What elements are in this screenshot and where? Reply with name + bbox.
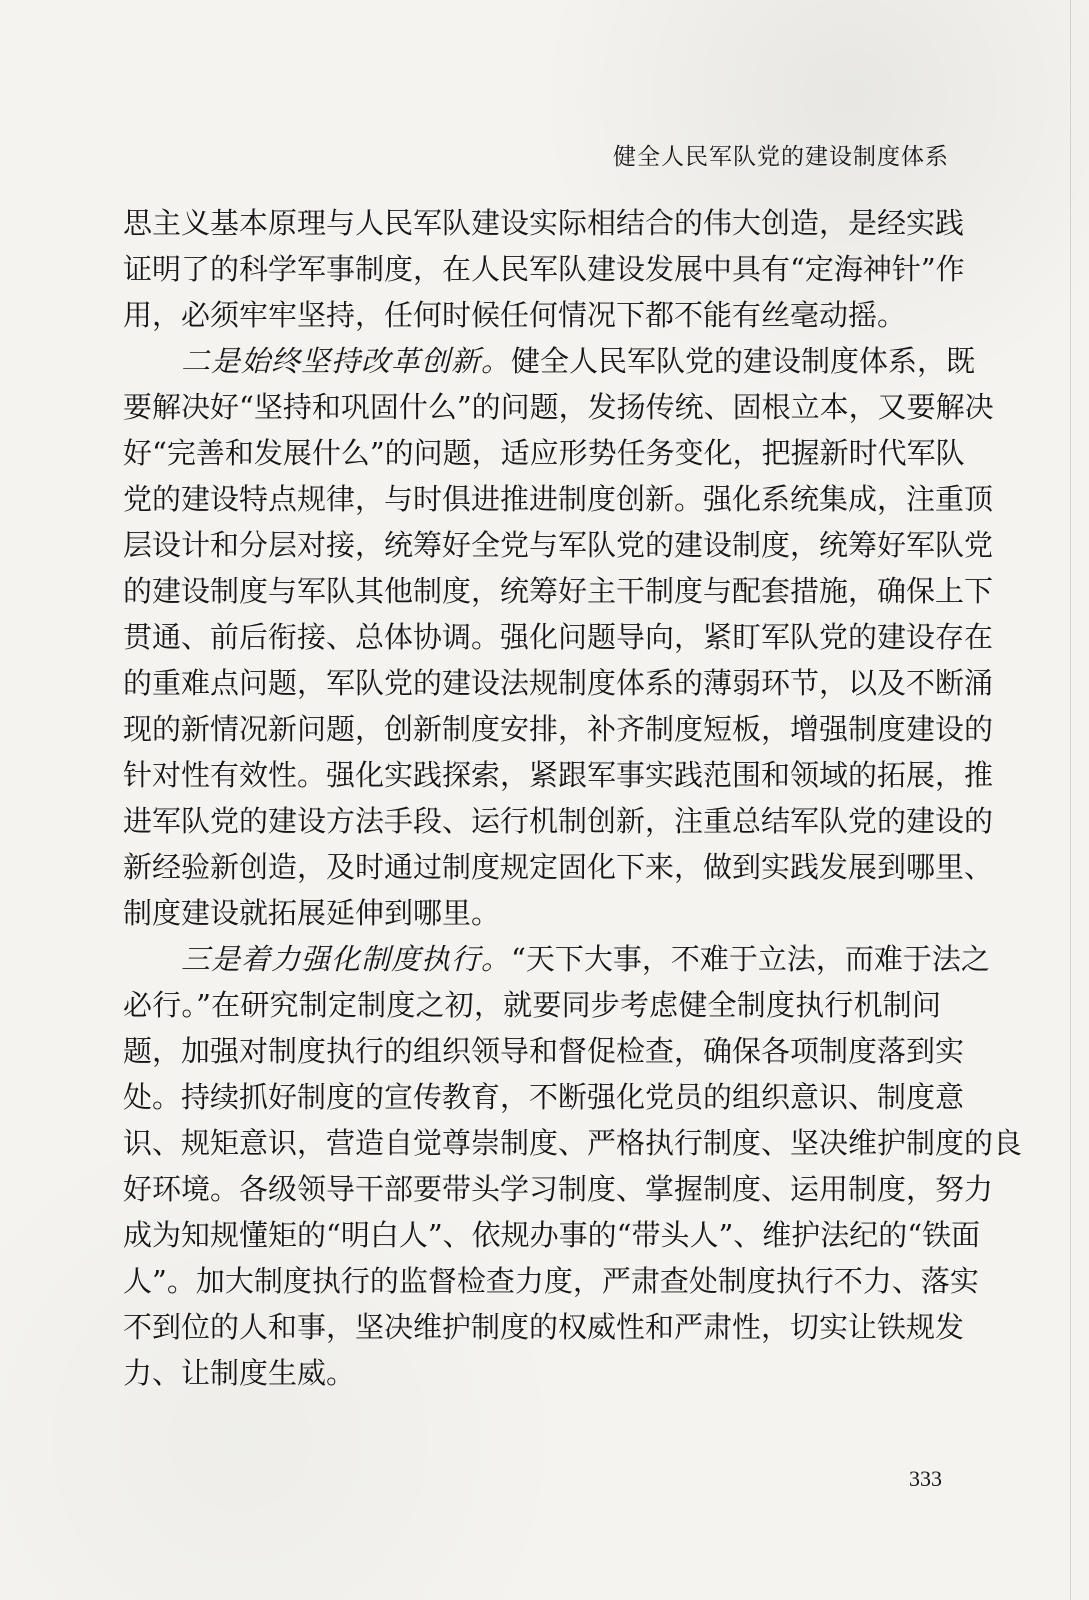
body-text [123,200,1023,1396]
scan-edge-line [1070,0,1071,1600]
paragraph-emphasis: 二是始终坚持改革创新。 [181,344,512,378]
text-line: 党的建设特点规律，与时俱进推进制度创新。强化系统集成，注重顶 [123,482,994,516]
text-line: 进军队党的建设方法手段、运行机制创新，注重总结军队党的建设的 [123,804,994,838]
text-line: 人”。加大制度执行的监督检查力度，严肃查处制度执行不力、落实 [123,1264,979,1298]
text-line: 制度建设就拓展延伸到哪里。 [123,896,501,930]
text-line: 成为知规懂矩的“明白人”、依规办事的“带头人”、维护法纪的“铁面 [123,1218,981,1252]
text-line: 的建设制度与军队其他制度，统筹好主干制度与配套措施，确保上下 [123,574,994,608]
running-header: 健全人民军队党的建设制度体系 [613,144,949,170]
text-line: 用，必须牢牢坚持，任何时候任何情况下都不能有丝毫动摇。 [123,298,907,332]
text-line: 贯通、前后衔接、总体协调。强化问题导向，紧盯军队党的建设存在 [123,620,994,654]
text-line: 思主义基本原理与人民军队建设实际相结合的伟大创造，是经实践 [123,206,965,240]
paragraph-start-line [123,338,976,384]
text-line: 好环境。各级领导干部要带头学习制度、掌握制度、运用制度，努力 [123,1172,994,1206]
text-line: 不到位的人和事，坚决维护制度的权威性和严肃性，切实让铁规发 [123,1310,965,1344]
text-line: 题，加强对制度执行的组织领导和督促检查，确保各项制度落到实 [123,1034,965,1068]
paragraph-first-line-text: “天下大事，不难于立法，而难于法之 [511,942,990,976]
text-line: 好“完善和发展什么”的问题，适应形势任务变化，把握新时代军队 [123,436,965,470]
paragraph-first-line-text: 健全人民军队党的建设制度体系，既 [511,344,976,378]
paragraph-start-line [123,936,990,982]
text-line: 层设计和分层对接，统筹好全党与军队党的建设制度，统筹好军队党 [123,528,994,562]
text-line: 处。持续抓好制度的宣传教育，不断强化党员的组织意识、制度意 [123,1080,965,1114]
text-line: 针对性有效性。强化实践探索，紧跟军事实践范围和领域的拓展，推 [123,758,994,792]
page-number: 333 [909,1466,942,1491]
text-line: 力、让制度生威。 [123,1356,356,1390]
text-line: 要解决好“坚持和巩固什么”的问题，发扬传统、固根立本，又要解决 [123,390,994,424]
text-line: 识、规矩意识，营造自觉尊崇制度、严格执行制度、坚决维护制度的良 [123,1126,1023,1160]
text-line: 必行。”在研究制定制度之初，就要同步考虑健全制度执行机制问 [123,988,941,1022]
text-line: 现的新情况新问题，创新制度安排，补齐制度短板，增强制度建设的 [123,712,994,746]
text-line: 的重难点问题，军队党的建设法规制度体系的薄弱环节，以及不断涌 [123,666,994,700]
paragraph-emphasis: 三是着力强化制度执行。 [181,942,512,976]
text-line: 证明了的科学军事制度，在人民军队建设发展中具有“定海神针”作 [123,252,965,286]
text-line: 新经验新创造，及时通过制度规定固化下来，做到实践发展到哪里、 [123,850,994,884]
